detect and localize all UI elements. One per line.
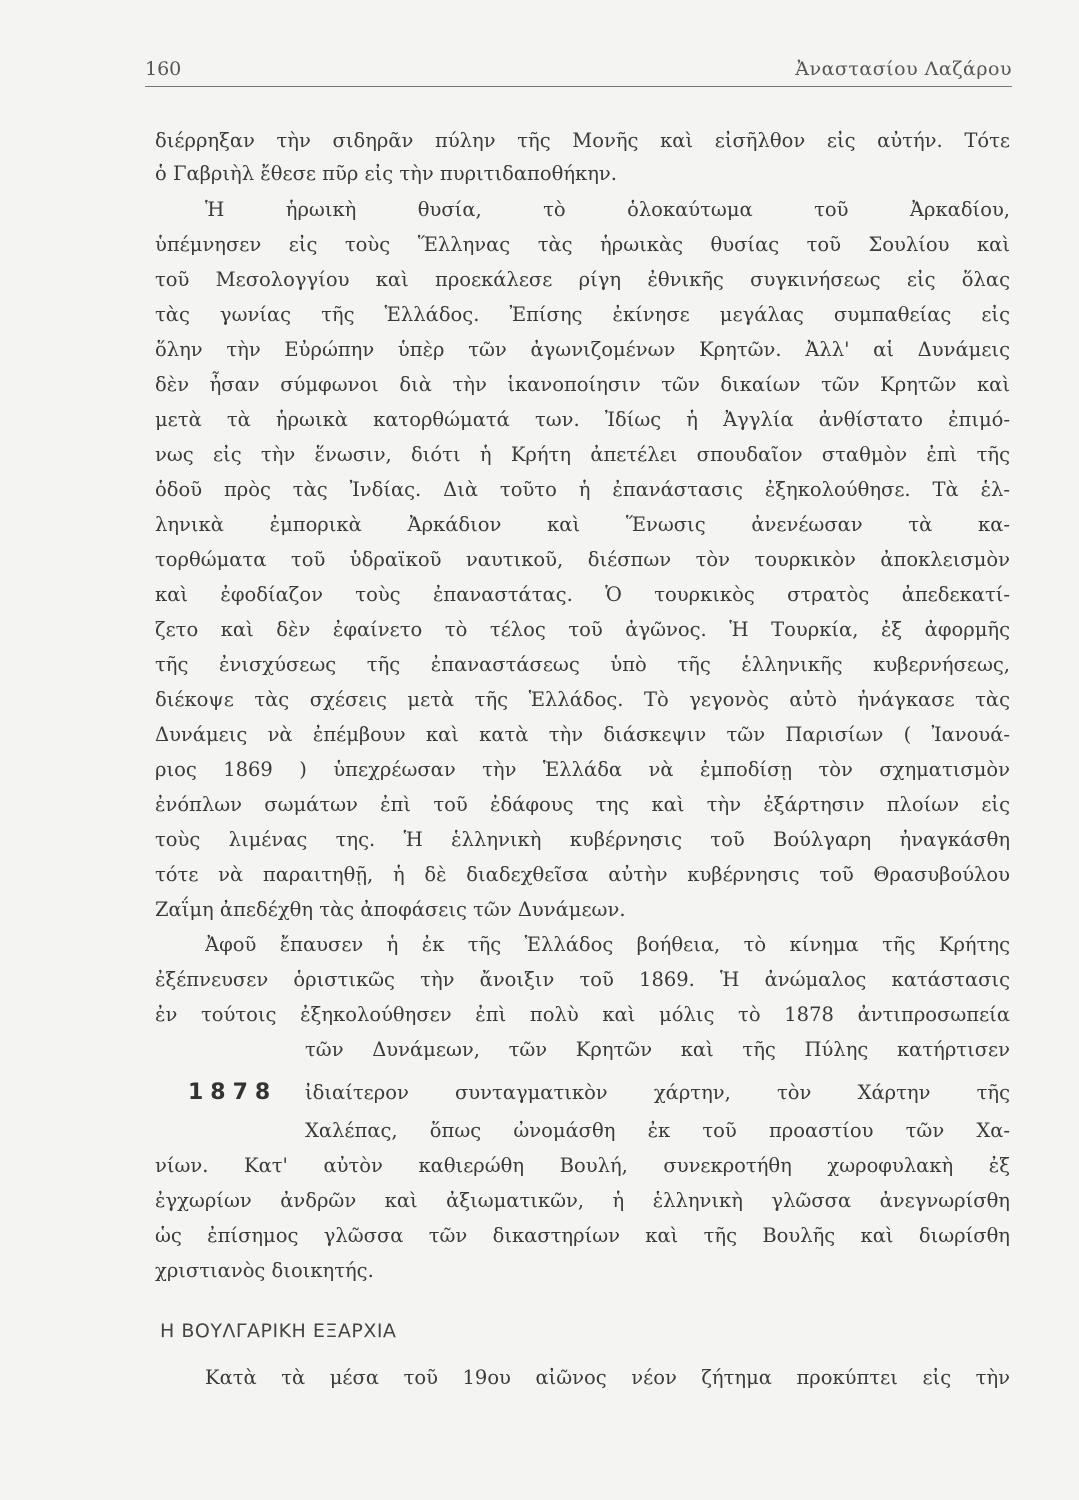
text-line: Ἀφοῦ ἔπαυσεν ἡ ἐκ τῆς Ἑλλάδος βοήθεια, τὸ κίνημα τῆς Κρήτης (205, 933, 1010, 956)
text-line: ὡς ἐπίσημος γλῶσσα τῶν δικαστηρίων καὶ τῆς Βουλῆς καὶ διωρίσθη (155, 1224, 1010, 1247)
text-line: ἐν τούτοις ἐξηκολούθησεν ἐπὶ πολὺ καὶ μόλις τὸ 1878 ἀντιπροσωπεία (155, 1003, 1010, 1026)
text-line: μετὰ τὰ ἡρωικὰ κατορθώματά των. Ἰδίως ἡ Ἀγγλία ἀνθίστατο ἐπιμό- (155, 408, 1010, 431)
text-line: Ἡ ἡρωικὴ θυσία, τὸ ὁλοκαύτωμα τοῦ Ἀρκαδίου, (205, 198, 1010, 221)
text-line: τοὺς λιμένας της. Ἡ ἑλληνικὴ κυβέρνησις τοῦ Βούλγαρη ἠναγκάσθη (155, 828, 1010, 851)
text-line: τοῦ Μεσολογγίου καὶ προεκάλεσε ρίγη ἐθνικῆς συγκινήσεως εἰς ὅλας (155, 268, 1010, 291)
text-line: καὶ ἐφοδίαζον τοὺς ἐπαναστάτας. Ὁ τουρκικὸς στρατὸς ἀπεδεκατί- (155, 583, 1010, 606)
text-line: ὅλην τὴν Εὐρώπην ὑπὲρ τῶν ἀγωνιζομένων Κρητῶν. Ἀλλ' αἱ Δυνάμεις (155, 338, 1010, 361)
text-line: Δυνάμεις νὰ ἐπέμβουν καὶ κατὰ τὴν διάσκεψιν τῶν Παρισίων ( Ἰανουά- (155, 723, 1010, 746)
text-line: ζετο καὶ δὲν ἐφαίνετο τὸ τέλος τοῦ ἀγῶνος. Ἡ Τουρκία, ἐξ ἀφορμῆς (155, 618, 1010, 641)
text-line: τῶν Δυνάμεων, τῶν Κρητῶν καὶ τῆς Πύλης κατήρτισεν (305, 1038, 1010, 1061)
section-title: Η ΒΟΥΛΓΑΡΙΚΗ ΕΞΑΡΧΙΑ (160, 1320, 397, 1342)
text-line: ριος 1869 ) ὑπεχρέωσαν τὴν Ἑλλάδα νὰ ἐμποδίσῃ τὸν σχηματισμὸν (155, 758, 1010, 781)
text-line: νίων. Κατ' αὐτὸν καθιερώθη Βουλή, συνεκροτήθη χωροφυλακὴ ἐξ (155, 1154, 1010, 1177)
text-line: Χαλέπας, ὅπως ὠνομάσθη ἐκ τοῦ προαστίου τῶν Χα- (305, 1119, 1010, 1142)
text-line: ἐγχωρίων ἀνδρῶν καὶ ἀξιωματικῶν, ἡ ἑλληνικὴ γλῶσσα ἀνεγνωρίσθη (155, 1189, 1010, 1212)
text-line: ἐνόπλων σωμάτων ἐπὶ τοῦ ἐδάφους της καὶ τὴν ἐξάρτησιν πλοίων εἰς (155, 793, 1010, 816)
text-line: ὁ Γαβριὴλ ἔθεσε πῦρ εἰς τὴν πυριτιδαποθήκην. (155, 162, 617, 185)
text-line: ληνικὰ ἐμπορικὰ Ἀρκάδιον καὶ Ἕνωσις ἀνενέωσαν τὰ κα- (155, 513, 1010, 536)
text-line: τὰς γωνίας τῆς Ἑλλάδος. Ἐπίσης ἐκίνησε μεγάλας συμπαθείας εἰς (155, 303, 1010, 326)
running-head-author: Ἀναστασίου Λαζάρου (795, 58, 1012, 80)
text-line: ὑπέμνησεν εἰς τοὺς Ἕλληνας τὰς ἡρωικὰς θυσίας τοῦ Σουλίου καὶ (155, 233, 1010, 256)
header-rule (145, 86, 1012, 87)
text-line: δὲν ἦσαν σύμφωνοι διὰ τὴν ἱκανοποίησιν τῶν δικαίων τῶν Κρητῶν καὶ (155, 373, 1010, 396)
page-number: 160 (145, 58, 182, 80)
text-line: ἐξέπνευσεν ὁριστικῶς τὴν ἄνοιξιν τοῦ 1869. Ἡ ἀνώμαλος κατάστασις (155, 968, 1010, 991)
running-header (145, 58, 1012, 88)
text-line: τορθώματα τοῦ ὑδραϊκοῦ ναυτικοῦ, διέσπων τὸν τουρκικὸν ἀποκλεισμὸν (155, 548, 1010, 571)
margin-date-heading: 1878 (188, 1080, 278, 1105)
text-line: διέρρηξαν τὴν σιδηρᾶν πύλην τῆς Μονῆς καὶ εἰσῆλθον εἰς αὐτήν. Τότε (155, 129, 1010, 152)
text-line: διέκοψε τὰς σχέσεις μετὰ τῆς Ἑλλάδος. Τὸ γεγονὸς αὐτὸ ἠνάγκασε τὰς (155, 688, 1010, 711)
text-line: χριστιανὸς διοικητής. (155, 1259, 374, 1282)
text-line: Ζαΐμη ἀπεδέχθη τὰς ἀποφάσεις τῶν Δυνάμεων. (155, 898, 626, 921)
text-line: ἰδιαίτερον συνταγματικὸν χάρτην, τὸν Χάρτην τῆς (305, 1081, 1010, 1104)
text-line: νως εἰς τὴν ἕνωσιν, διότι ἡ Κρήτη ἀπετέλει σπουδαῖον σταθμὸν ἐπὶ τῆς (155, 443, 1010, 466)
section-first-line: Κατὰ τὰ μέσα τοῦ 19ου αἰῶνος νέον ζήτημα προκύπτει εἰς τὴν (205, 1366, 1010, 1389)
text-line: ὁδοῦ πρὸς τὰς Ἰνδίας. Διὰ τοῦτο ἡ ἐπανάστασις ἐξηκολούθησε. Τὰ ἑλ- (155, 478, 1010, 501)
text-line: τότε νὰ παραιτηθῇ, ἡ δὲ διαδεχθεῖσα αὐτὴν κυβέρνησις τοῦ Θρασυβούλου (155, 863, 1010, 886)
text-line: τῆς ἐνισχύσεως τῆς ἐπαναστάσεως ὑπὸ τῆς ἑλληνικῆς κυβερνήσεως, (155, 653, 1010, 676)
